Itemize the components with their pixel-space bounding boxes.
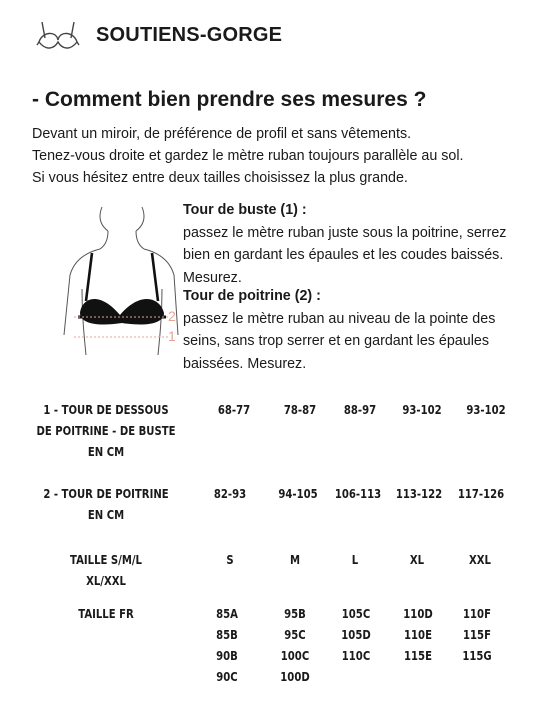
instruction-text: passez le mètre ruban juste sous la poitrine, serrez bien en gardant les épaules et les coudes baissés. Mesurez. [183,224,507,286]
table-cell: 78-87 [283,403,317,417]
table-cell: 106-113 [334,487,382,501]
table-cell [327,604,386,667]
table-cell [266,604,325,688]
size-value: 85A [216,607,238,621]
size-value: 115E [404,649,432,663]
size-value: 110D [403,607,433,621]
size-value: 90C [216,670,238,684]
table-cell: 94-105 [278,487,318,501]
intro-line: Devant un miroir, de préférence de profil et sans vêtements. [32,126,412,142]
table-cell: 88-97 [343,403,377,417]
marker-2: 2 [168,308,176,324]
size-value: 110E [404,628,432,642]
size-value: 110C [341,649,371,663]
intro-line: Tenez-vous droite et gardez le mètre ruban toujours parallèle au sol. [32,148,464,164]
size-value: 115F [463,628,491,642]
table-cell: 93-102 [466,403,506,417]
size-value: 100C [280,649,310,663]
table-cell: XXL [469,553,491,567]
row-label [32,604,180,625]
size-value: 95C [284,628,306,642]
size-value: 90B [216,649,238,663]
row-label-line: DE POITRINE - DE BUSTE [36,424,176,438]
table-cell [389,604,448,667]
size-value: 85B [216,628,238,642]
table-cell: 68-77 [217,403,251,417]
marker-1: 1 [168,328,176,344]
row-label [32,550,180,592]
row-label [32,484,180,526]
row-label-line: TAILLE FR [78,607,134,621]
table-cell: 82-93 [213,487,247,501]
instruction-text: passez le mètre ruban au niveau de la pointe des seins, sans trop serrer et en gardant les épaules baissées. Mesurez. [183,310,496,372]
table-cell: M [289,553,301,567]
size-value: 105C [341,607,371,621]
row-label-line: EN CM [87,508,125,522]
table-cell: S [226,553,234,567]
table-cell: 113-122 [395,487,443,501]
row-label-line: 1 - TOUR DE DESSOUS [43,403,169,417]
row-label [32,400,180,463]
size-value: 100D [280,670,310,684]
table-cell [448,604,507,667]
instruction-label: Tour de poitrine (2) : [183,288,321,304]
size-value: 95B [284,607,306,621]
table-cell: XL [409,553,425,567]
row-label-line: XL/XXL [86,574,126,588]
size-value: 110F [463,607,491,621]
size-value: 115G [462,649,492,663]
size-value: 105D [341,628,371,642]
row-label-line: 2 - TOUR DE POITRINE [43,487,169,501]
row-label-line: TAILLE S/M/L [70,553,142,567]
table-cell: L [351,553,359,567]
page-title: SOUTIENS-GORGE [96,24,283,46]
instruction-label: Tour de buste (1) : [183,202,307,218]
row-label-line: EN CM [87,445,125,459]
table-cell: 117-126 [457,487,505,501]
intro-line: Si vous hésitez entre deux tailles choisissez la plus grande. [32,170,408,186]
section-heading: - Comment bien prendre ses mesures ? [32,88,427,111]
table-cell [198,604,257,688]
table-cell: 93-102 [402,403,442,417]
